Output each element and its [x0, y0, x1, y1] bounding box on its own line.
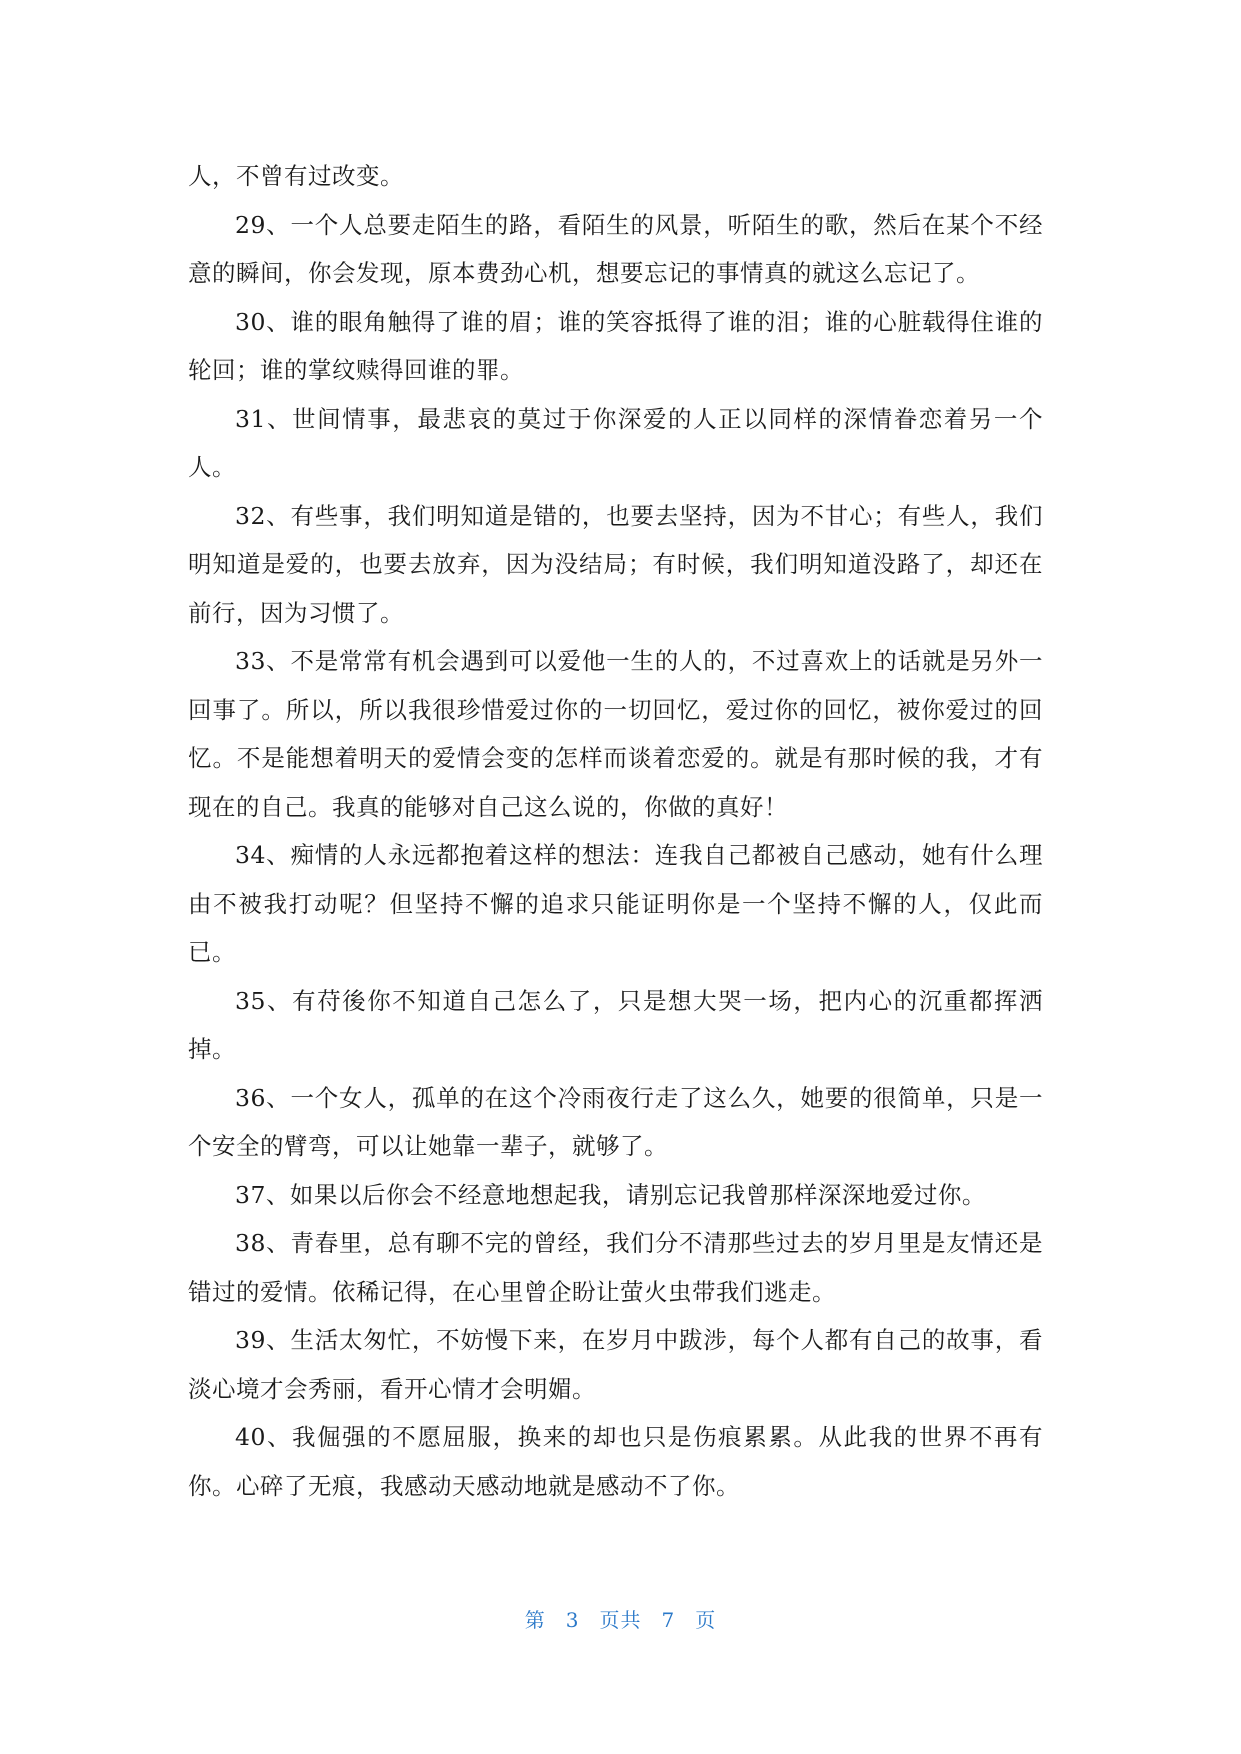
- footer-suffix: 页: [695, 1608, 717, 1632]
- paragraph-33: 33、不是常常有机会遇到可以爱他一生的人的，不过喜欢上的话就是另外一回事了。所以，所以我很珍惜爱过你的一切回忆，爱过你的回忆，被你爱过的回忆。不是能想着明天的爱情会变的怎样而谈着恋爱的。就是有那时候的我，才有现在的自己。我真的能够对自己这么说的，你做的真好！: [188, 647, 1043, 821]
- footer-middle: 页共: [599, 1608, 642, 1632]
- paragraph-36: 36、一个女人，孤单的在这个冷雨夜行走了这么久，她要的很简单，只是一个安全的臂弯，可以让她靠一辈子，就够了。: [188, 1083, 1043, 1160]
- paragraph-32: 32、有些事，我们明知道是错的，也要去坚持，因为不甘心；有些人，我们明知道是爱的，也要去放弃，因为没结局；有时候，我们明知道没路了，却还在前行，因为习惯了。: [188, 501, 1043, 627]
- footer-total-pages: 7: [661, 1608, 676, 1632]
- paragraph-37: 37、如果以后你会不经意地想起我，请别忘记我曾那样深深地爱过你。: [235, 1180, 986, 1209]
- paragraph-38: 38、青春里，总有聊不完的曾经，我们分不清那些过去的岁月里是友情还是错过的爱情。依稀记得，在心里曾企盼让萤火虫带我们逃走。: [188, 1229, 1043, 1306]
- page-footer: [0, 1604, 1241, 1633]
- paragraph-continuation: 人，不曾有过改变。: [188, 162, 404, 190]
- paragraph-34: 34、痴情的人永远都抱着这样的想法：连我自己都被自己感动，她有什么理由不被我打动呢？但坚持不懈的追求只能证明你是一个坚持不懈的人，仅此而已。: [188, 841, 1043, 966]
- paragraph-35: 35、有苻後你不知道自己怎么了，只是想大哭一场，把内心的沉重都挥洒掉。: [188, 986, 1043, 1063]
- document-page: [188, 152, 1043, 1510]
- paragraph-31: 31、世间情事，最悲哀的莫过于你深爱的人正以同样的深情眷恋着另一个人。: [188, 404, 1043, 481]
- footer-prefix: 第: [524, 1608, 546, 1632]
- paragraph-39: 39、生活太匆忙，不妨慢下来，在岁月中跋涉，每个人都有自己的故事，看淡心境才会秀丽，看开心情才会明媚。: [188, 1326, 1043, 1403]
- paragraph-30: 30、谁的眼角触得了谁的眉；谁的笑容抵得了谁的泪；谁的心脏载得住谁的轮回；谁的掌纹赎得回谁的罪。: [188, 307, 1043, 384]
- paragraph-29: 29、一个人总要走陌生的路，看陌生的风景，听陌生的歌，然后在某个不经意的瞬间，你会发现，原本费劲心机，想要忘记的事情真的就这么忘记了。: [188, 210, 1043, 287]
- paragraph-40: 40、我倔强的不愿屈服，换来的却也只是伤痕累累。从此我的世界不再有你。心碎了无痕，我感动天感动地就是感动不了你。: [188, 1423, 1043, 1500]
- footer-current-page: 3: [565, 1608, 580, 1632]
